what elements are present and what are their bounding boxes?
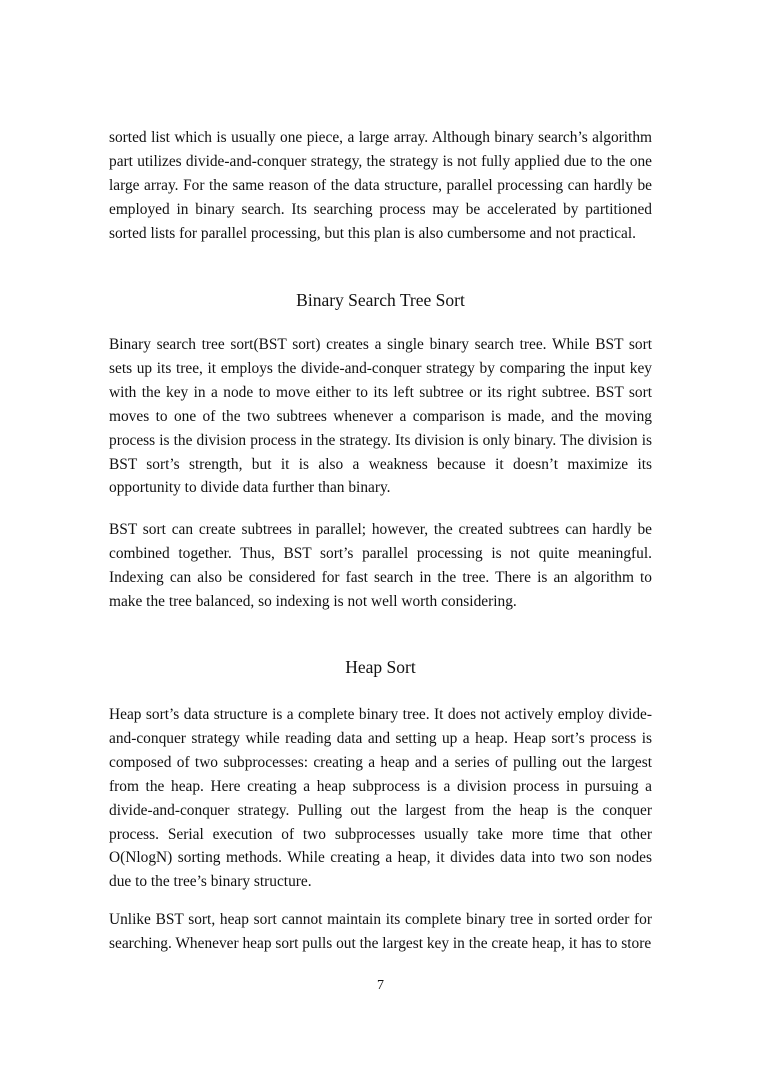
paragraph-bst-sort-2: BST sort can create subtrees in parallel; however, the created subtrees can hardly be combined together. Thus, BST sort’s parallel processing is not quite meaningful. Indexing can also be considered for fast search in the tree. There is an algorithm to make the tree balanced, so indexing is not well worth considering. [109, 521, 652, 610]
paragraph-bst-sort-1: Binary search tree sort(BST sort) creates a single binary search tree. While BST sort sets up its tree, it employs the divide-and-conquer strategy by comparing the input key with the key in a node to move either to its left subtree or its right subtree. BST sort moves to one of the two subtrees whenever a comparison is made, and the moving process is the division process in the strategy. Its division is only binary. The division is BST sort’s strength, but it is also a weakness because it doesn’t maximize its opportunity to divide data further than binary. [109, 336, 652, 497]
paragraph-heap-sort-1: Heap sort’s data structure is a complete binary tree. It does not actively employ divide-and-conquer strategy while reading data and setting up a heap. Heap sort’s process is composed of two subprocesses: creating a heap and a series of pulling out the largest from the heap. Here creating a heap subprocess is a division process in pursuing a divide-and-conquer strategy. Pulling out the largest from the heap is the conquer process. Serial execution of two subprocesses usually take more time that other O(NlogN) sorting methods. While creating a heap, it divides data into two son nodes due to the tree’s binary structure. [109, 706, 652, 891]
page-number: 7 [377, 978, 384, 993]
paragraph-heap-sort-2: Unlike BST sort, heap sort cannot maintain its complete binary tree in sorted order for searching. Whenever heap sort pulls out the largest key in the create heap, it has to store [109, 911, 652, 952]
paragraph-binary-search-continued: sorted list which is usually one piece, a large array. Although binary search’s algorithm part utilizes divide-and-conquer strategy, the strategy is not fully applied due to the one large array. For the same reason of the data structure, parallel processing can hardly be employed in binary search. Its searching process may be accelerated by partitioned sorted lists for parallel processing, but this plan is also cumbersome and not practical. [109, 129, 652, 242]
section-heading-bst-sort: Binary Search Tree Sort [296, 290, 465, 310]
section-heading-heap-sort: Heap Sort [345, 657, 416, 677]
